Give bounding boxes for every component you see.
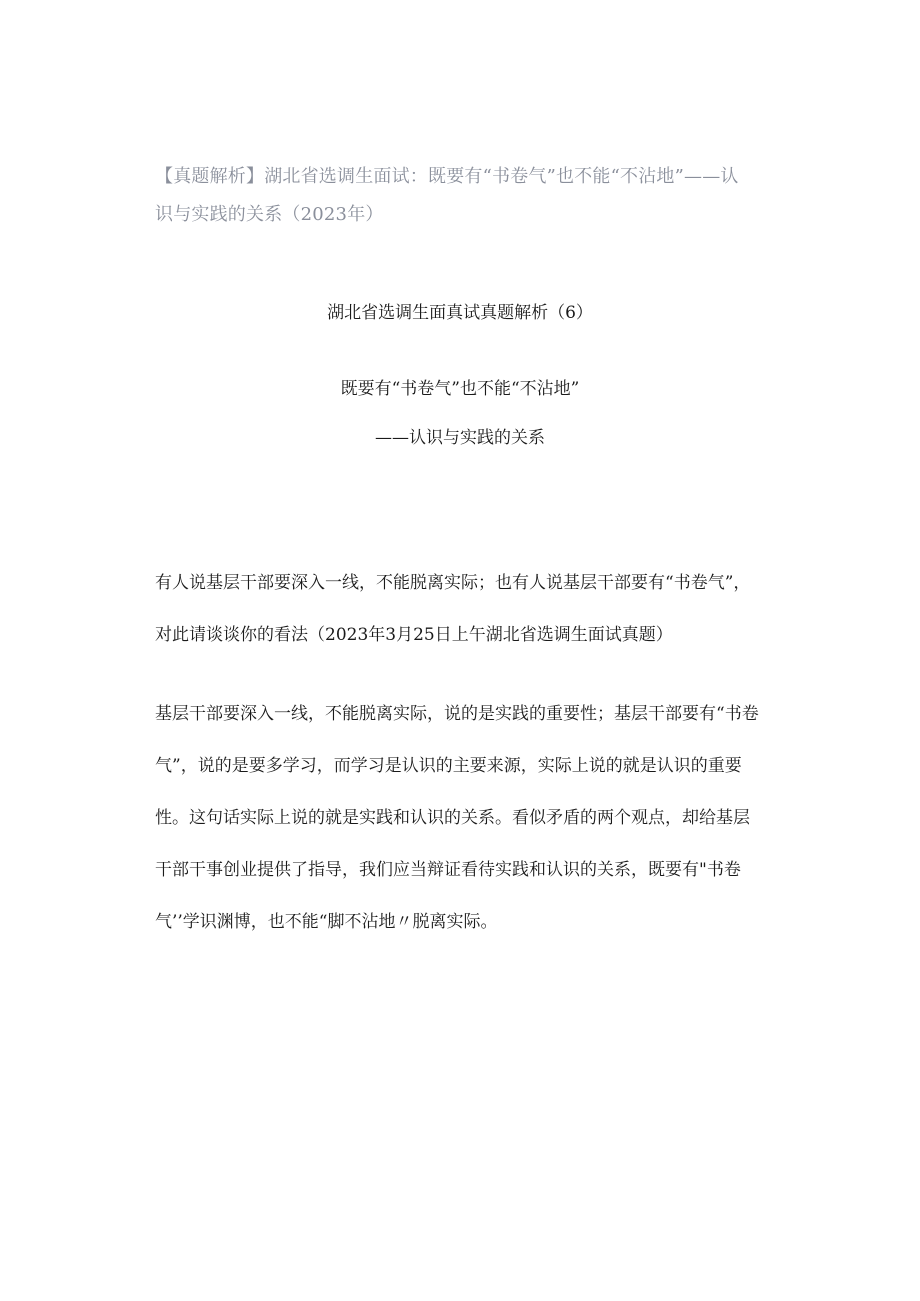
answer-paragraph: 基层干部要深入一线，不能脱离实际，说的是实践的重要性；基层干部要有“书卷气”，说的是要多学习，而学习是认识的主要来源，实际上说的就是认识的重要性。这句话实际上说的就是实践和认识的关系。看似矛盾的两个观点，却给基层干部干事创业提供了指导，我们应当辩证看待实践和认识的关系，既要有"书卷气’’学识渊博，也不能“脚不沾地〃脱离实际。 — [155, 704, 759, 932]
subtitle: ——认识与实践的关系 — [375, 428, 545, 448]
page-header-title: 【真题解析】湖北省选调生面试：既要有“书卷气”也不能“不沾地”——认识与实践的关系（2023年） — [155, 166, 739, 225]
series-title: 湖北省选调生面真试真题解析（6） — [327, 303, 593, 323]
question-paragraph: 有人说基层干部要深入一线，不能脱离实际；也有人说基层干部要有“书卷气”，对此请谈谈你的看法（2023年3月25日上午湖北省选调生面试真题） — [155, 573, 751, 645]
main-title: 既要有“书卷气”也不能“不沾地” — [340, 379, 580, 399]
